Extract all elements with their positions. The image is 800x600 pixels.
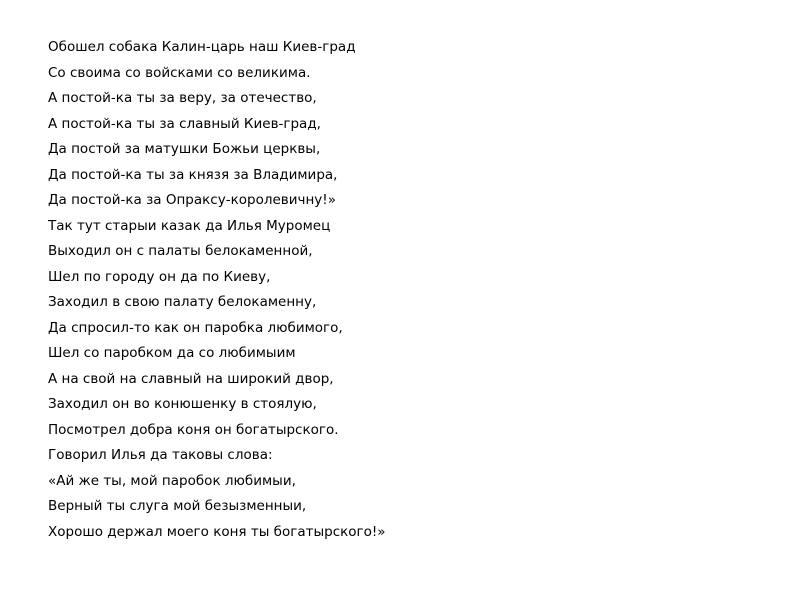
poem-line-14: А на свой на славный на широкий двор, [48, 370, 334, 387]
poem-line-12: Да спросил-то как он паробка любимого, [48, 319, 343, 336]
poem-line-5: Да постой за матушки Божьи церквы, [48, 141, 321, 157]
poem-line-10: Шел по городу он да по Киеву, [48, 268, 271, 285]
poem-line-7: Да постой-ка за Опраксу-королевичну!» [48, 192, 336, 208]
poem-line-6: Да постой-ка ты за князя за Владимира, [48, 166, 338, 183]
poem-line-3: А постой-ка ты за веру, за отечество, [48, 90, 317, 106]
poem-line-2: Со своима со войсками со великима. [48, 64, 311, 81]
poem-line-19: Верный ты слуга мой безызменныи, [48, 498, 307, 514]
poem-line-9: Выходил он с палаты белокаменной, [48, 243, 313, 259]
poem-line-1: Обошел собака Калин-царь наш Киев-град [48, 39, 356, 55]
poem-line-15: Заходил он во конюшенку в стоялую, [48, 396, 317, 412]
poem-line-4: А постой-ка ты за славный Киев-град, [48, 115, 321, 132]
poem-line-17: Говорил Илья да таковы слова: [48, 447, 273, 463]
poem-line-16: Посмотрел добра коня он богатырского. [48, 421, 339, 438]
poem-line-8: Так тут старыи казак да Илья Муромец [48, 217, 331, 234]
poem-line-18: «Ай же ты, мой паробок любимыи, [48, 472, 296, 489]
poem-line-11: Заходил в свою палату белокаменну, [48, 294, 317, 310]
poem-text [48, 37, 768, 547]
poem-line-20: Хорошо держал моего коня ты богатырского!» [48, 523, 386, 540]
poem-line-13: Шел со паробком да со любимыим [48, 345, 296, 361]
